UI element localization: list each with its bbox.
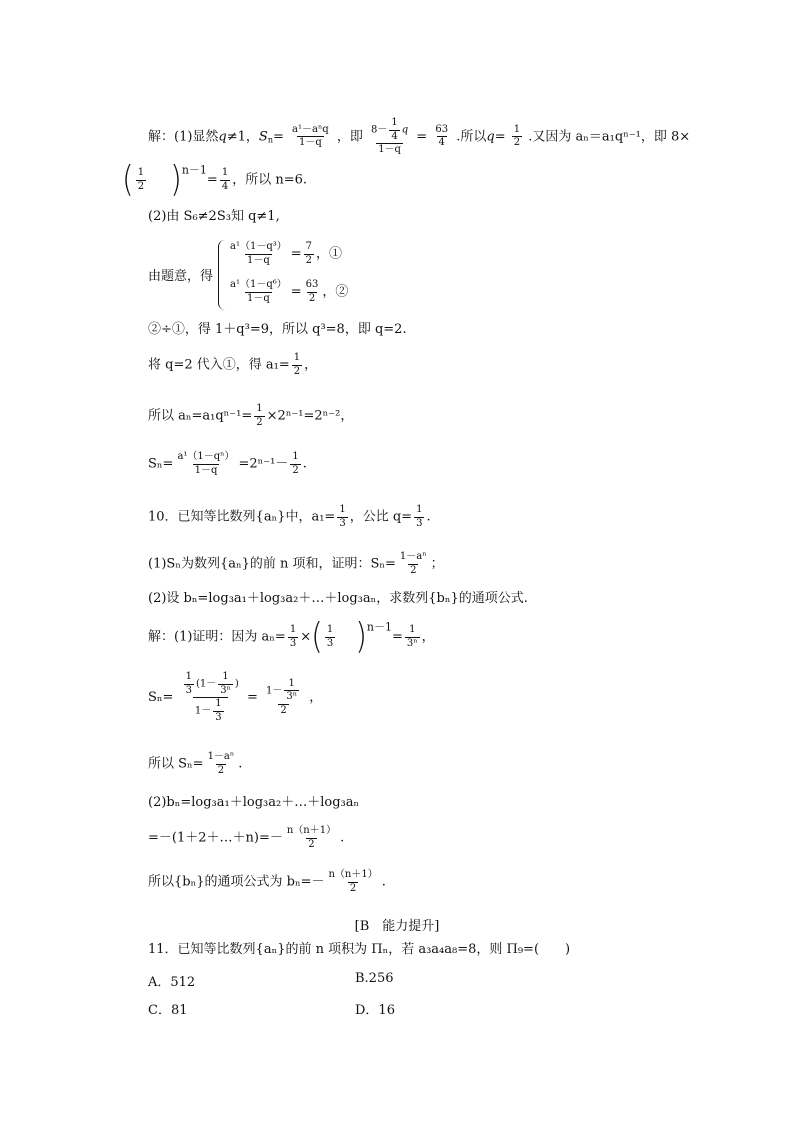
- fraction: [285, 826, 338, 850]
- numerator: 1: [289, 624, 297, 635]
- fraction: [326, 870, 379, 894]
- text: .: [238, 756, 243, 772]
- text: ，公比 q=: [349, 509, 413, 525]
- fraction: [304, 242, 314, 266]
- fraction: [512, 125, 522, 149]
- numerator: 63: [305, 279, 319, 290]
- numerator: [369, 118, 410, 143]
- text: 所以 Sₙ=: [148, 756, 204, 772]
- solution-9-substitute: [148, 353, 317, 377]
- text: =: [494, 129, 506, 145]
- text: 将 q=2 代入①，得 a₁=: [148, 357, 290, 373]
- denominator: 3: [339, 517, 346, 529]
- text: Sₙ=: [148, 456, 174, 472]
- denominator: [193, 697, 228, 723]
- text: =2ⁿ⁻¹－: [238, 456, 289, 472]
- text: =－(1＋2＋…＋n)=－: [148, 830, 283, 846]
- fraction: [288, 625, 298, 649]
- solution-9-sn: [148, 452, 307, 476]
- numerator: 1: [256, 403, 263, 414]
- numerator: [264, 679, 303, 704]
- denominator: 3ⁿ: [286, 691, 298, 703]
- fraction: [414, 505, 424, 529]
- text: 1－: [194, 705, 212, 717]
- numerator: 1: [513, 123, 521, 135]
- section-heading: [B 能力提升]: [354, 919, 440, 934]
- fraction: [213, 699, 223, 723]
- denominator: 1－q: [246, 292, 270, 304]
- numerator: 1: [409, 624, 416, 635]
- text: =: [206, 172, 218, 188]
- text: ×2ⁿ⁻¹=2ⁿ⁻²，: [266, 408, 354, 424]
- text: =: [392, 629, 403, 645]
- numerator: 1: [185, 671, 192, 682]
- exponent: n－1: [181, 163, 207, 177]
- fraction: [398, 552, 429, 576]
- fraction: [175, 452, 236, 476]
- text: =: [272, 129, 284, 145]
- right-paren: ): [355, 615, 367, 658]
- numerator: 1: [416, 504, 423, 515]
- fraction: [284, 679, 299, 703]
- text: .: [381, 874, 386, 890]
- denominator: 1－q: [194, 464, 218, 476]
- fraction: [292, 353, 302, 377]
- denominator: 2: [513, 137, 521, 149]
- text: 所以{bₙ}的通项公式为 bₙ=－: [148, 874, 325, 890]
- denominator: 2: [217, 764, 225, 776]
- left-paren: (: [311, 615, 323, 658]
- option-d[interactable]: D．16: [355, 1003, 395, 1018]
- solution-9-divide: ②÷①，得 1＋q³=9，所以 q³=8，即 q=2.: [148, 322, 407, 337]
- denominator: 3ⁿ: [406, 637, 418, 649]
- text: ，即: [336, 129, 363, 145]
- denominator: 2: [308, 838, 315, 850]
- solution-9-part-2-head: (2)由 S₆≠2S₃知 q≠1,: [148, 209, 280, 224]
- text: Sₙ=: [148, 690, 174, 705]
- text: .: [340, 830, 345, 846]
- fraction: [180, 672, 241, 723]
- denominator: 3: [416, 517, 423, 529]
- denominator: 3: [185, 684, 192, 696]
- text: ；: [430, 556, 444, 572]
- text: (1－: [195, 678, 217, 690]
- text: ，: [304, 357, 318, 373]
- numerator: n（n＋1）: [328, 869, 378, 880]
- right-paren: ): [170, 158, 182, 201]
- text: ×: [300, 629, 312, 645]
- numerator: 63: [435, 123, 449, 135]
- var-q: q: [218, 129, 227, 145]
- text: ，所以 n=6.: [232, 172, 307, 188]
- text: 8－: [371, 124, 388, 136]
- fraction: [254, 404, 264, 428]
- text: .: [426, 509, 431, 525]
- denominator: 2: [256, 416, 263, 428]
- fraction: [433, 125, 450, 149]
- text: .所以: [456, 129, 487, 145]
- numerator: 1: [137, 167, 145, 178]
- solution-9-line-2: [122, 158, 307, 201]
- text: 所以 aₙ=a₁qⁿ⁻¹=: [148, 408, 253, 424]
- text: (1)Sₙ为数列{aₙ}的前 n 项和，证明：Sₙ=: [148, 556, 396, 572]
- numerator: 1: [215, 698, 222, 709]
- system-brace: [218, 240, 225, 310]
- denominator: 1－q: [298, 137, 322, 149]
- text: ≠1，: [226, 129, 259, 145]
- numerator: n（n＋1）: [286, 825, 337, 836]
- denominator: 2: [280, 704, 287, 716]
- numerator: 1: [293, 352, 301, 363]
- denominator: 1－q: [378, 144, 401, 155]
- numerator: 1: [339, 504, 346, 515]
- tag: ，②: [322, 284, 349, 300]
- numerator: 1: [292, 451, 299, 462]
- text: ): [234, 678, 239, 690]
- denominator: 4: [438, 137, 445, 149]
- denominator: 2: [349, 882, 357, 894]
- fraction: [220, 168, 230, 192]
- solution-10-line-1: [148, 615, 435, 658]
- denominator: 2: [292, 464, 299, 476]
- sub-n: n: [267, 135, 273, 145]
- exponent: n－1: [366, 620, 393, 634]
- left-paren: (: [122, 158, 134, 201]
- fraction: [290, 125, 331, 149]
- denominator: 2: [410, 564, 417, 576]
- fraction: [290, 452, 300, 476]
- numerator: a¹（1－q³）: [230, 241, 287, 252]
- option-c[interactable]: C．81: [148, 1003, 188, 1018]
- fraction: [325, 625, 335, 649]
- numerator: [180, 672, 241, 697]
- option-b[interactable]: B.256: [355, 971, 394, 986]
- fraction: [405, 625, 420, 649]
- var-s: S: [258, 129, 268, 145]
- denominator: 3: [326, 637, 334, 649]
- numerator: a¹（1－qⁿ）: [177, 451, 235, 462]
- system-eq-2: $\frac{\text{a¹（1－q⁶）}}{1-q}$ = $\frac{63}{2}$ ，②: [230, 279, 349, 304]
- denominator: 3ⁿ: [220, 684, 231, 696]
- solution-9-system-label: 由题意，得: [148, 269, 214, 284]
- fraction: [389, 118, 399, 142]
- solution-10-so: [148, 752, 242, 776]
- text: aₙ＝a₁qⁿ⁻¹，即 8×: [575, 129, 691, 145]
- solution-9-an: [148, 404, 353, 428]
- fraction: [136, 168, 146, 192]
- system-eq-1: $\frac{\text{a¹（1－q³）}}{1-q}$ = $\frac{7}{2}$ ，①: [230, 241, 343, 266]
- fraction: [337, 505, 347, 529]
- question-10-stem: [148, 505, 431, 529]
- fraction: [206, 752, 237, 776]
- text: ，: [309, 690, 323, 705]
- var-q: q: [486, 129, 495, 145]
- numerator: 1－aⁿ: [207, 751, 235, 762]
- fraction: [218, 672, 233, 696]
- text: 10．已知等比数列{aₙ}中，a₁=: [148, 509, 336, 525]
- denominator: 4: [391, 130, 398, 142]
- question-10-part-1: [148, 552, 444, 576]
- fraction: [264, 679, 303, 717]
- numerator: 1－aⁿ: [399, 551, 427, 562]
- numerator: 1: [326, 624, 334, 635]
- text: .: [302, 456, 307, 472]
- text: ，: [421, 629, 435, 645]
- denominator: 3: [289, 637, 297, 649]
- numerator: 1: [222, 671, 229, 682]
- solution-10-b2: [148, 826, 344, 850]
- var-q: q: [401, 124, 409, 136]
- text: =: [246, 690, 258, 705]
- numerator: 1: [391, 117, 398, 128]
- text: .又因为: [528, 129, 572, 145]
- numerator: 1: [221, 167, 229, 178]
- solution-9-line-1: [148, 118, 690, 156]
- denominator: 4: [221, 180, 229, 192]
- denominator: 2: [308, 292, 316, 304]
- text: 1－: [266, 685, 283, 697]
- fraction: [228, 280, 289, 304]
- numerator: a¹（1－q⁶）: [230, 279, 287, 290]
- tag: ，①: [316, 246, 343, 262]
- denominator: 2: [137, 180, 145, 192]
- fraction: [304, 280, 321, 304]
- option-a[interactable]: A．512: [148, 975, 196, 990]
- fraction: [228, 242, 289, 266]
- solution-10-b3: [148, 870, 386, 894]
- text: 解：(1)证明：因为 aₙ=: [148, 629, 286, 645]
- denominator: 2: [305, 254, 313, 266]
- solution-10-sn: [148, 672, 322, 723]
- text: 解：(1)显然: [148, 129, 219, 145]
- fraction: [369, 118, 410, 156]
- question-10-part-2: (2)设 bₙ=log₃a₁＋log₃a₂＋…＋log₃aₙ，求数列{bₙ}的通项公式.: [148, 591, 528, 606]
- fraction: [184, 672, 194, 696]
- denominator: 1－q: [246, 254, 270, 266]
- numerator: 1: [288, 677, 295, 689]
- numerator: 7: [305, 241, 313, 252]
- text: =: [416, 129, 428, 145]
- question-11-stem: 11．已知等比数列{aₙ}的前 n 项积为 Πₙ，若 a₃a₄a₈=8，则 Π₉=( ): [148, 942, 571, 957]
- numerator: a¹－aⁿq: [292, 123, 329, 135]
- denominator: 2: [293, 365, 301, 377]
- solution-10-b1: (2)bₙ=log₃a₁＋log₃a₂＋…＋log₃aₙ: [148, 795, 360, 810]
- denominator: 3: [215, 711, 222, 723]
